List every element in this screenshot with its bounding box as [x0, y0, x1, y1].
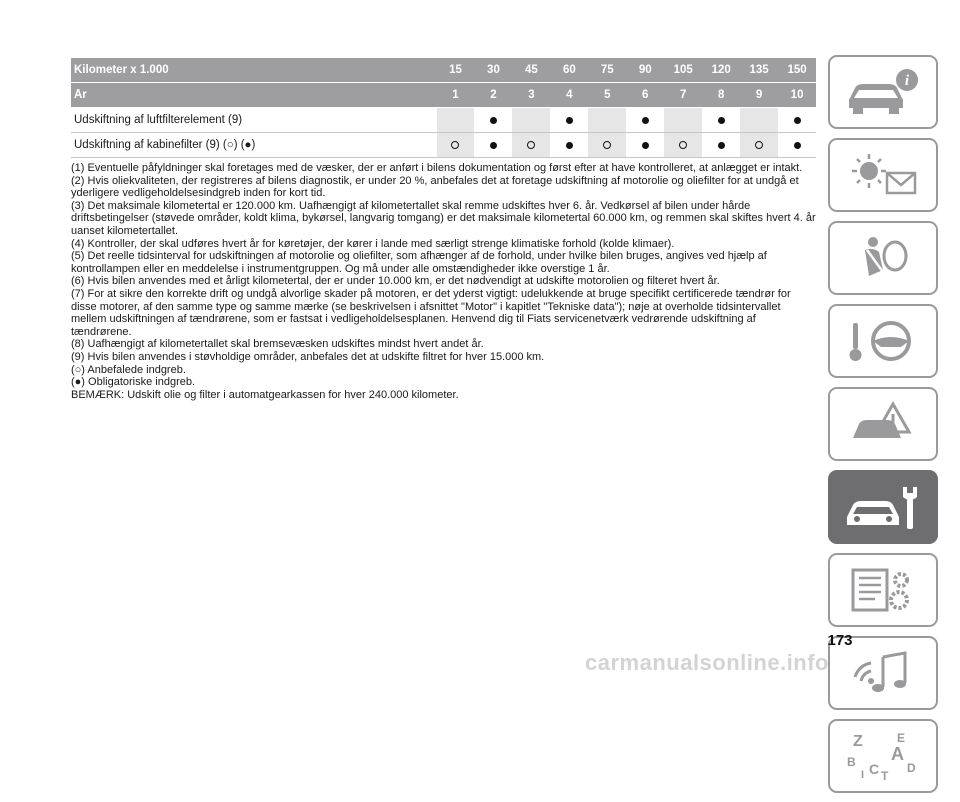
- index-letter: C: [869, 761, 880, 777]
- interval-cell: [512, 133, 550, 157]
- km-cell: 150: [787, 64, 807, 76]
- index-letter: D: [907, 761, 916, 775]
- interval-cell: [664, 133, 702, 157]
- year-cell: 9: [755, 89, 763, 101]
- car-maintenance-icon: [843, 481, 923, 533]
- header-km-row: [71, 58, 816, 83]
- year-cell: 10: [790, 89, 804, 101]
- year-cell: 2: [490, 89, 497, 101]
- tab-safety[interactable]: [828, 221, 938, 295]
- km-cell: 60: [562, 64, 576, 76]
- km-cell: 120: [711, 64, 731, 76]
- mandatory-mark-icon: [566, 117, 573, 124]
- remark: BEMÆRK: Udskift olie og filter i automatgearkassen for hver 240.000 kilometer.: [71, 388, 459, 401]
- table-row: [71, 133, 816, 158]
- note-9: (9) Hvis bilen anvendes i støvholdige områder, anbefales det at udskifte filtret for hver 15.000 km.: [71, 350, 545, 363]
- interval-cell: [437, 133, 475, 157]
- footnotes: [71, 162, 819, 401]
- table-body: [71, 108, 816, 158]
- tab-emergency[interactable]: [828, 387, 938, 461]
- interval-cell: [626, 133, 664, 157]
- row-label: Udskiftning af kabinefilter (9) (○) (●): [74, 139, 256, 151]
- tab-starting-driving[interactable]: [828, 304, 938, 378]
- note-5: (5) Det reelle tidsinterval for udskiftningen af motorolie og oliefilter, som afhænger af de forhold, under hvilke bilen bruges, angives ved hjælp af kontrollampen eller en meddelelse i instrumentgruppen. Og må under alle omstændigheder ikke overstige 1 år.: [71, 250, 767, 275]
- emergency-icon: [843, 398, 923, 450]
- header-year-row: [71, 83, 816, 108]
- index-letter: A: [891, 744, 904, 764]
- recommended-mark-icon: [679, 141, 687, 149]
- note-8: (8) Uafhængigt af kilometertallet skal bremsevæsken udskiftes mindst hvert andet år.: [71, 338, 484, 351]
- page-number: 173: [827, 632, 853, 649]
- index-letter: T: [881, 769, 889, 782]
- index-letter: B: [847, 755, 856, 769]
- note-1: (1) Eventuelle påfyldninger skal foretages med de væsker, der er anført i bilens dokumentation og først efter at have kontrolleret, at anlægget er intakt.: [71, 162, 803, 174]
- tab-technical-data[interactable]: [828, 553, 938, 627]
- year-cell: 1: [452, 89, 459, 101]
- legend-mandatory: (●) Obligatoriske indgreb.: [71, 376, 196, 389]
- svg-text:i: i: [904, 73, 910, 89]
- safety-airbag-icon: [843, 232, 923, 284]
- interval-cell: [740, 108, 778, 132]
- km-cell: 15: [449, 64, 462, 76]
- mandatory-mark-icon: [718, 142, 725, 149]
- table-row: [71, 108, 816, 133]
- interval-cell: [550, 133, 588, 157]
- year-cell: 8: [717, 89, 725, 101]
- year-cell: 7: [680, 89, 687, 101]
- maintenance-table: [71, 58, 816, 158]
- mandatory-mark-icon: [566, 142, 573, 149]
- index-letter: I: [861, 769, 865, 781]
- interval-cell: [474, 133, 512, 157]
- interval-cell: [588, 108, 626, 132]
- km-cell: 90: [638, 64, 652, 76]
- interval-cell: [437, 108, 475, 132]
- tab-car-info[interactable]: [828, 55, 938, 129]
- tab-index[interactable]: [828, 719, 938, 793]
- interval-cell: [626, 108, 664, 132]
- interval-cell: [778, 108, 816, 132]
- interval-cell: [474, 108, 512, 132]
- km-cell: 30: [487, 64, 500, 76]
- header-km-label: Kilometer x 1.000: [74, 64, 169, 76]
- mandatory-mark-icon: [642, 142, 649, 149]
- km-cell: 45: [525, 64, 538, 76]
- year-cell: 5: [604, 89, 611, 101]
- index-letter: E: [897, 731, 906, 745]
- interval-cell: [512, 108, 550, 132]
- year-cell: 4: [566, 89, 573, 101]
- watermark: carmanualsonline.info: [585, 650, 829, 675]
- mandatory-mark-icon: [718, 117, 725, 124]
- note-4: (4) Kontroller, der skal udføres hvert år for køretøjer, der kører i lande med særligt strenge klimatiske forhold (kolde klimaer).: [71, 237, 675, 250]
- key-steering-wheel-icon: [843, 315, 923, 367]
- chapter-sidebar: [828, 55, 938, 802]
- year-cell: 6: [642, 89, 649, 101]
- legend-recommended: (○) Anbefalede indgreb.: [71, 363, 186, 376]
- mandatory-mark-icon: [642, 117, 649, 124]
- row-label: Udskiftning af luftfilterelement (9): [74, 114, 243, 126]
- header-year-label: År: [74, 89, 87, 101]
- note-6: (6) Hvis bilen anvendes med et årligt kilometertal, der er under 10.000 km, er det nødvendigt at udskifte motorolien og filteret hvert år.: [71, 275, 720, 288]
- km-cell: 105: [673, 64, 693, 76]
- warning-lights-icon: [843, 149, 923, 201]
- note-2: (2) Hvis oliekvaliteten, der registreres af bilens diagnostik, er under 20 %, anbefales det at foretage udskiftning af motorolie og oliefilter for at undgå et yderligere vedligeholdelsesindgreb inden for kort tid.: [71, 174, 799, 200]
- mandatory-mark-icon: [794, 142, 801, 149]
- recommended-mark-icon: [603, 141, 611, 149]
- tab-maintenance[interactable]: [828, 470, 938, 544]
- index-letters-icon: [843, 730, 923, 782]
- mandatory-mark-icon: [794, 117, 801, 124]
- index-letter: Z: [853, 733, 863, 750]
- interval-cell: [740, 133, 778, 157]
- interval-cell: [550, 108, 588, 132]
- note-7: (7) For at sikre den korrekte drift og undgå alvorlige skader på motoren, er det yderst vigtigt: udelukkende at bruge specifikt certificerede tændrør for disse motorer, af den samme type og samme mærke (se beskrivelsen i afsnittet "Motor" i kapitlet "Tekniske data"); nøje at overholde tidsintervallet mellem udskiftningen af tændrørene, som er fastsat i vedligeholdelsesplanen. Henvend dig til Fiats servicenetværk vedrørende udskiftning af tændrørene.: [71, 287, 791, 338]
- mandatory-mark-icon: [490, 117, 497, 124]
- recommended-mark-icon: [527, 141, 535, 149]
- year-cell: 3: [528, 89, 535, 101]
- km-cell: 75: [600, 64, 614, 76]
- multimedia-icon: [843, 647, 923, 699]
- interval-cell: [702, 108, 740, 132]
- interval-cell: [588, 133, 626, 157]
- note-3: (3) Det maksimale kilometertal er 120.000 km. Uafhængigt af kilometertallet skal remme udskiftes hver 6. år. Vedkørsel af bilen under hårde driftsbetingelser (støvede områder, koldt klima, bykørsel, langvarig tomgang) er det maksimale kilometertal 60.000 km, og remmen skal skiftes hvert 4. år uanset kilometertallet.: [71, 199, 816, 237]
- mandatory-mark-icon: [490, 142, 497, 149]
- tab-warning-lights[interactable]: [828, 138, 938, 212]
- recommended-mark-icon: [451, 141, 459, 149]
- recommended-mark-icon: [755, 141, 763, 149]
- interval-cell: [778, 133, 816, 157]
- interval-cell: [702, 133, 740, 157]
- km-cell: 135: [749, 64, 769, 76]
- interval-cell: [664, 108, 702, 132]
- car-info-icon: [843, 66, 923, 118]
- technical-data-icon: [843, 564, 923, 616]
